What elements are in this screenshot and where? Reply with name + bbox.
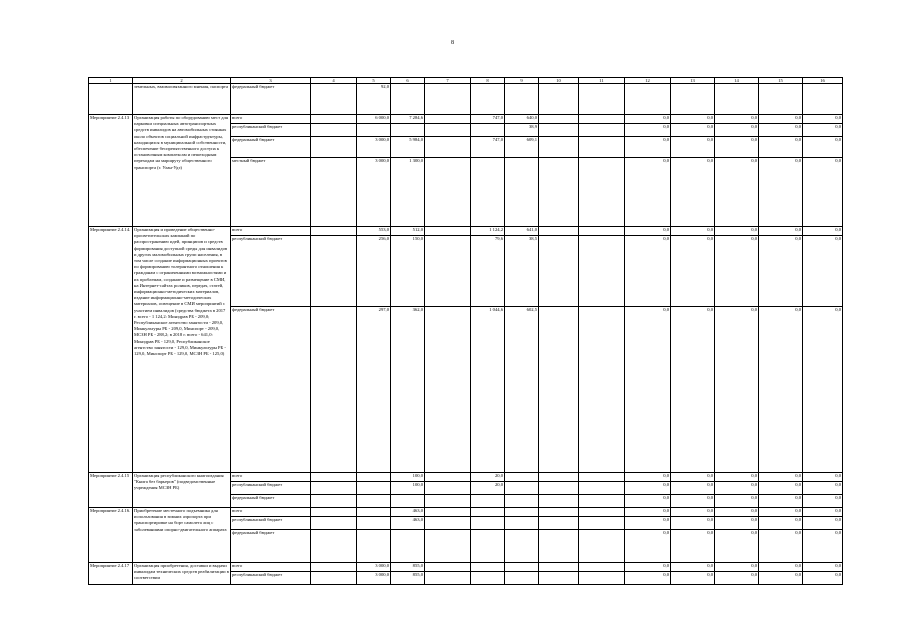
- funding-source-cell: республиканский бюджет: [231, 236, 311, 307]
- value-cell: [425, 307, 471, 473]
- value-cell: [579, 115, 625, 124]
- measure-code-cell: [89, 84, 133, 115]
- funding-source-cell: республиканский бюджет: [231, 124, 311, 137]
- value-cell: [539, 482, 579, 495]
- value-cell: 0,0: [759, 124, 803, 137]
- measure-name-cell: Организация и проведение общественно-просветительских кампаний по распространению идей, принципов и средств формирования доступной среды для инвалидов и других маломобильных групп населения, в том числе создание информационных проектов по формированию толерантного отношения к гражданам с ограниченными возможностями и их проблемам, создание и размещение в СМИ, на Интернет-сайтах роликов, передач, статей, информационно-методических материалов, издание информационно-методических материалов, освещение в СМИ мероприятий с участием инвалидов (средства бюджета в 2017 г. всего - 1 124,2: Минздрав РБ - 209,0; Республиканское агентство занятости - 209,0, Минкультуры РБ - 209,0, Минспорт - 209,0, МСЗН РБ - 288,2; в 2018 г. всего - 641,0: Минздрав РБ - 129,0, Республиканское агентство занятости - 129,0, Минкультуры РБ - 129,0, Минспорт РБ - 129,0, МСЗН РБ - 125,0): [133, 227, 231, 473]
- table-row: [89, 473, 843, 482]
- value-cell: [311, 482, 357, 495]
- value-cell: 0,0: [803, 137, 843, 158]
- value-cell: 0,0: [803, 495, 843, 508]
- funding-source-cell: республиканский бюджет: [231, 517, 311, 530]
- value-cell: 0,0: [803, 115, 843, 124]
- value-cell: [539, 563, 579, 572]
- value-cell: 0,0: [803, 563, 843, 572]
- value-cell: 855,0: [391, 563, 425, 572]
- funding-source-cell: федеральный бюджет: [231, 495, 311, 508]
- measure-name-cell: земельных, взаимосвязанного мнения, паспорта: [133, 84, 231, 115]
- value-cell: 297,0: [357, 307, 391, 473]
- value-cell: 855,0: [391, 572, 425, 585]
- value-cell: [425, 495, 471, 508]
- value-cell: 3 000,0: [357, 572, 391, 585]
- measure-code-cell: Мероприятие 2.4.17: [89, 563, 133, 585]
- value-cell: [505, 508, 539, 517]
- value-cell: [579, 307, 625, 473]
- value-cell: 0,0: [671, 158, 715, 227]
- value-cell: 641,0: [505, 227, 539, 236]
- value-cell: 0,0: [671, 137, 715, 158]
- value-cell: [579, 236, 625, 307]
- value-cell: [471, 572, 505, 585]
- value-cell: [311, 517, 357, 530]
- value-cell: [505, 482, 539, 495]
- value-cell: 512,0: [391, 227, 425, 236]
- program-funding-table: [88, 77, 843, 585]
- value-cell: [311, 307, 357, 473]
- value-cell: 3 000,0: [357, 563, 391, 572]
- funding-source-cell: республиканский бюджет: [231, 482, 311, 495]
- value-cell: 747,0: [471, 115, 505, 124]
- value-cell: 0,0: [625, 508, 671, 517]
- value-cell: [759, 84, 803, 115]
- column-number-header: 5: [357, 78, 391, 84]
- value-cell: [579, 517, 625, 530]
- measure-code-cell: Мероприятие 2.4.15: [89, 473, 133, 508]
- value-cell: [311, 473, 357, 482]
- value-cell: [425, 530, 471, 563]
- value-cell: [311, 572, 357, 585]
- value-cell: 0,0: [803, 307, 843, 473]
- value-cell: [425, 508, 471, 517]
- value-cell: [425, 563, 471, 572]
- value-cell: 0,0: [671, 473, 715, 482]
- value-cell: 0,0: [625, 307, 671, 473]
- value-cell: [425, 84, 471, 115]
- value-cell: [425, 227, 471, 236]
- value-cell: [579, 572, 625, 585]
- measure-code-cell: Мероприятие 2.4.16.: [89, 508, 133, 563]
- value-cell: [579, 227, 625, 236]
- value-cell: 0,0: [759, 572, 803, 585]
- value-cell: 463,0: [391, 508, 425, 517]
- value-cell: 0,0: [715, 137, 759, 158]
- value-cell: 0,0: [671, 563, 715, 572]
- value-cell: 0,0: [715, 236, 759, 307]
- value-cell: [471, 517, 505, 530]
- value-cell: [471, 84, 505, 115]
- value-cell: [579, 137, 625, 158]
- value-cell: 0,0: [759, 473, 803, 482]
- value-cell: 0,0: [715, 482, 759, 495]
- value-cell: 1 044,6: [471, 307, 505, 473]
- value-cell: 640,0: [505, 115, 539, 124]
- value-cell: [539, 307, 579, 473]
- value-cell: 0,0: [759, 482, 803, 495]
- value-cell: [471, 563, 505, 572]
- value-cell: [471, 495, 505, 508]
- column-number-header: 9: [505, 78, 539, 84]
- value-cell: 747,0: [471, 137, 505, 158]
- value-cell: [311, 508, 357, 517]
- value-cell: [579, 124, 625, 137]
- value-cell: 0,0: [671, 482, 715, 495]
- value-cell: 20,0: [471, 482, 505, 495]
- value-cell: [311, 84, 357, 115]
- value-cell: 0,0: [625, 473, 671, 482]
- value-cell: [505, 473, 539, 482]
- value-cell: [425, 158, 471, 227]
- value-cell: [539, 158, 579, 227]
- value-cell: 0,0: [803, 227, 843, 236]
- value-cell: [425, 124, 471, 137]
- value-cell: [539, 530, 579, 563]
- value-cell: 0,0: [759, 508, 803, 517]
- table-row: [89, 84, 843, 115]
- value-cell: 0,0: [671, 572, 715, 585]
- value-cell: [471, 508, 505, 517]
- value-cell: [357, 517, 391, 530]
- value-cell: [579, 158, 625, 227]
- measure-name-cell: Организация приобретения, доставки и выдачи инвалидам технических средств реабилитации в соответствии: [133, 563, 231, 585]
- value-cell: 0,0: [715, 307, 759, 473]
- value-cell: [539, 517, 579, 530]
- value-cell: [505, 530, 539, 563]
- measure-code-cell: Мероприятие 2.4.14.: [89, 227, 133, 473]
- funding-source-cell: всего: [231, 563, 311, 572]
- value-cell: 0,0: [803, 517, 843, 530]
- value-cell: [579, 530, 625, 563]
- value-cell: 3 000,0: [357, 137, 391, 158]
- value-cell: 0,0: [759, 236, 803, 307]
- value-cell: 0,0: [759, 115, 803, 124]
- value-cell: 0,0: [715, 227, 759, 236]
- value-cell: [425, 517, 471, 530]
- funding-source-cell: всего: [231, 473, 311, 482]
- value-cell: [357, 473, 391, 482]
- value-cell: [357, 495, 391, 508]
- value-cell: [539, 84, 579, 115]
- value-cell: 0,0: [715, 158, 759, 227]
- value-cell: [357, 124, 391, 137]
- measure-name-cell: Организация республиканского книгоиздания "Книга без барьеров" (подведомственные учреждения МСЗН РБ): [133, 473, 231, 508]
- value-cell: 0,0: [715, 530, 759, 563]
- value-cell: 0,0: [715, 517, 759, 530]
- value-cell: [505, 563, 539, 572]
- column-number-header: 14: [715, 78, 759, 84]
- funding-source-cell: всего: [231, 508, 311, 517]
- value-cell: 1 124,2: [471, 227, 505, 236]
- value-cell: [311, 158, 357, 227]
- value-cell: 0,0: [715, 508, 759, 517]
- value-cell: [505, 158, 539, 227]
- value-cell: 0,0: [803, 236, 843, 307]
- column-number-header: 2: [133, 78, 231, 84]
- value-cell: [539, 473, 579, 482]
- value-cell: 609,1: [505, 137, 539, 158]
- value-cell: 0,0: [671, 307, 715, 473]
- value-cell: 0,0: [803, 124, 843, 137]
- value-cell: 0,0: [625, 563, 671, 572]
- value-cell: [311, 530, 357, 563]
- value-cell: 0,0: [759, 307, 803, 473]
- value-cell: [579, 495, 625, 508]
- value-cell: [671, 84, 715, 115]
- value-cell: 0,0: [625, 482, 671, 495]
- value-cell: 0,0: [759, 158, 803, 227]
- table-row: [89, 563, 843, 572]
- value-cell: 0,0: [625, 517, 671, 530]
- value-cell: [311, 115, 357, 124]
- value-cell: 3 000,0: [357, 158, 391, 227]
- value-cell: 38,9: [505, 124, 539, 137]
- value-cell: 0,0: [671, 530, 715, 563]
- value-cell: [579, 563, 625, 572]
- value-cell: 256,0: [357, 236, 391, 307]
- measure-code-cell: Мероприятие 2.4.13: [89, 115, 133, 227]
- value-cell: [391, 530, 425, 563]
- column-number-header: 4: [311, 78, 357, 84]
- value-cell: [357, 482, 391, 495]
- column-number-header: 6: [391, 78, 425, 84]
- value-cell: 0,0: [625, 137, 671, 158]
- value-cell: [425, 137, 471, 158]
- value-cell: 5 984,0: [391, 137, 425, 158]
- value-cell: [471, 124, 505, 137]
- value-cell: 0,0: [671, 495, 715, 508]
- value-cell: 0,0: [671, 236, 715, 307]
- value-cell: [579, 473, 625, 482]
- value-cell: [539, 508, 579, 517]
- value-cell: [505, 84, 539, 115]
- table-row: [89, 508, 843, 517]
- value-cell: 6 000,0: [357, 115, 391, 124]
- funding-source-cell: республиканский бюджет: [231, 572, 311, 585]
- value-cell: 100,0: [391, 482, 425, 495]
- value-cell: [539, 236, 579, 307]
- value-cell: 0,0: [759, 137, 803, 158]
- value-cell: 0,0: [625, 158, 671, 227]
- value-cell: [311, 495, 357, 508]
- value-cell: 100,0: [391, 473, 425, 482]
- funding-source-cell: федеральный бюджет: [231, 84, 311, 115]
- value-cell: 0,0: [715, 115, 759, 124]
- value-cell: [505, 572, 539, 585]
- value-cell: [471, 530, 505, 563]
- value-cell: 92,0: [357, 84, 391, 115]
- column-number-header: 12: [625, 78, 671, 84]
- value-cell: [357, 530, 391, 563]
- column-number-header: 8: [471, 78, 505, 84]
- value-cell: 0,0: [715, 563, 759, 572]
- column-number-header: 7: [425, 78, 471, 84]
- column-number-header: 13: [671, 78, 715, 84]
- measure-name-cell: Приобретение местечного подъемника для использования в зимних аэропорта при транспортировке на борт самолета лиц с заболеваниями опорно-двигательного аппарата: [133, 508, 231, 563]
- value-cell: 0,0: [715, 572, 759, 585]
- table-row: [89, 227, 843, 236]
- column-number-header: 1: [89, 78, 133, 84]
- value-cell: 0,0: [803, 473, 843, 482]
- value-cell: [391, 124, 425, 137]
- value-cell: 0,0: [759, 530, 803, 563]
- value-cell: 463,0: [391, 517, 425, 530]
- value-cell: 0,0: [625, 115, 671, 124]
- value-cell: 20,0: [471, 473, 505, 482]
- value-cell: 0,0: [715, 473, 759, 482]
- value-cell: 0,0: [625, 530, 671, 563]
- value-cell: 0,0: [671, 227, 715, 236]
- value-cell: [391, 495, 425, 508]
- value-cell: 79,6: [471, 236, 505, 307]
- value-cell: [539, 115, 579, 124]
- value-cell: 0,0: [759, 495, 803, 508]
- value-cell: [425, 572, 471, 585]
- value-cell: 0,0: [625, 572, 671, 585]
- value-cell: 0,0: [803, 508, 843, 517]
- value-cell: [311, 137, 357, 158]
- value-cell: [425, 482, 471, 495]
- value-cell: 0,0: [671, 508, 715, 517]
- value-cell: 0,0: [671, 115, 715, 124]
- column-number-header: 16: [803, 78, 843, 84]
- value-cell: 38,5: [505, 236, 539, 307]
- value-cell: [579, 482, 625, 495]
- column-number-header: 11: [579, 78, 625, 84]
- page-number: 8: [451, 40, 454, 46]
- value-cell: 0,0: [625, 236, 671, 307]
- value-cell: [505, 495, 539, 508]
- value-cell: [311, 227, 357, 236]
- column-number-header: 10: [539, 78, 579, 84]
- value-cell: [391, 84, 425, 115]
- value-cell: [505, 517, 539, 530]
- value-cell: 0,0: [803, 158, 843, 227]
- funding-source-cell: всего: [231, 115, 311, 124]
- measure-name-cell: Организация работы по оборудованию мест для парковки специальных автотранспортных средств инвалидов на автомобильных стоянках около объектов социальной инфраструктуры, находящихся в муниципальной собственности, обеспечение беспрепятственного доступа к остановочным комплексам и пешеходным переходам на маршруту общественного транспорта (г. Улан-Удэ): [133, 115, 231, 227]
- value-cell: 0,0: [625, 495, 671, 508]
- value-cell: 0,0: [759, 563, 803, 572]
- value-cell: 0,0: [715, 124, 759, 137]
- value-cell: [425, 236, 471, 307]
- column-number-header: 3: [231, 78, 311, 84]
- value-cell: [803, 84, 843, 115]
- value-cell: [625, 84, 671, 115]
- value-cell: [539, 227, 579, 236]
- value-cell: [579, 508, 625, 517]
- value-cell: [311, 236, 357, 307]
- funding-source-cell: федеральный бюджет: [231, 530, 311, 563]
- funding-source-cell: федеральный бюджет: [231, 307, 311, 473]
- value-cell: [425, 473, 471, 482]
- value-cell: [311, 124, 357, 137]
- value-cell: [311, 563, 357, 572]
- value-cell: [539, 124, 579, 137]
- value-cell: [539, 495, 579, 508]
- value-cell: 1 300,0: [391, 158, 425, 227]
- value-cell: 0,0: [671, 517, 715, 530]
- value-cell: 0,0: [759, 517, 803, 530]
- value-cell: 150,0: [391, 236, 425, 307]
- value-cell: [471, 158, 505, 227]
- value-cell: 0,0: [803, 572, 843, 585]
- value-cell: 362,0: [391, 307, 425, 473]
- value-cell: 0,0: [671, 124, 715, 137]
- funding-source-cell: всего: [231, 227, 311, 236]
- value-cell: 0,0: [625, 124, 671, 137]
- value-cell: 0,0: [803, 530, 843, 563]
- funding-source-cell: местный бюджет: [231, 158, 311, 227]
- column-number-header: 15: [759, 78, 803, 84]
- value-cell: [357, 508, 391, 517]
- value-cell: 0,0: [715, 495, 759, 508]
- value-cell: 7 284,6: [391, 115, 425, 124]
- value-cell: [539, 572, 579, 585]
- value-cell: [425, 115, 471, 124]
- value-cell: [539, 137, 579, 158]
- table-row: [89, 115, 843, 124]
- value-cell: 0,0: [625, 227, 671, 236]
- funding-source-cell: федеральный бюджет: [231, 137, 311, 158]
- value-cell: 553,0: [357, 227, 391, 236]
- value-cell: 0,0: [803, 482, 843, 495]
- value-cell: 0,0: [759, 227, 803, 236]
- value-cell: [579, 84, 625, 115]
- value-cell: 602,5: [505, 307, 539, 473]
- value-cell: [715, 84, 759, 115]
